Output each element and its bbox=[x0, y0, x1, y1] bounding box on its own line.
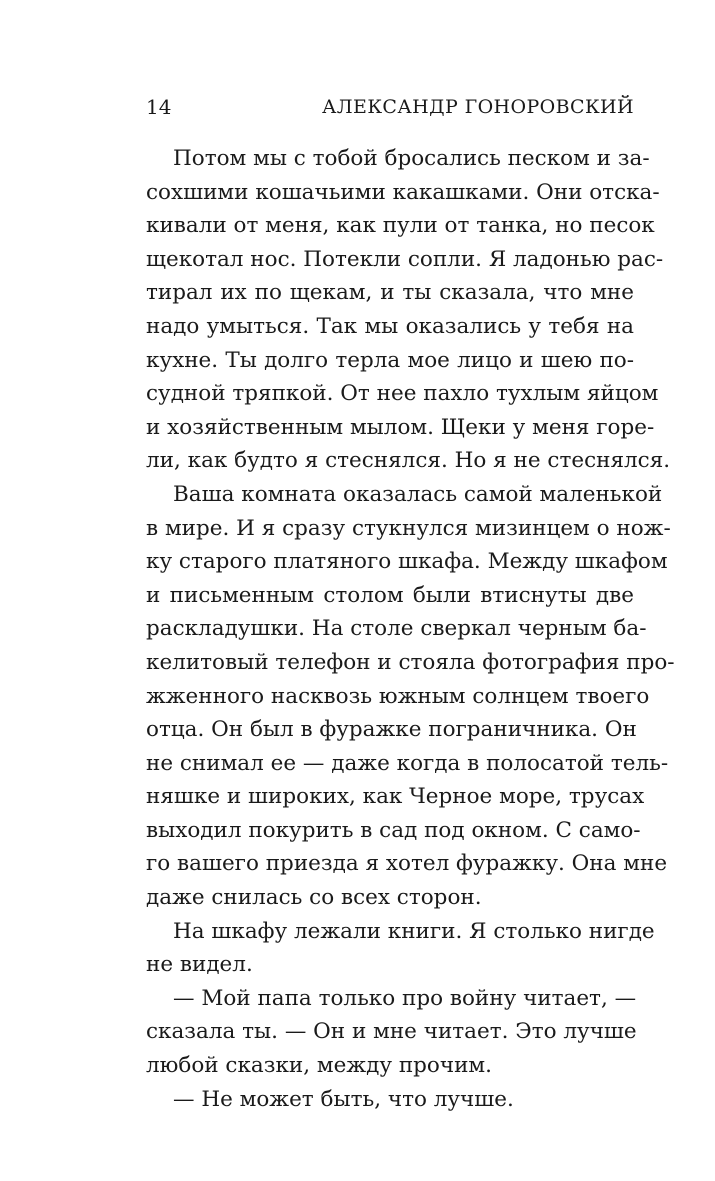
text-line: надо умыться. Так мы оказались у тебя на bbox=[146, 313, 634, 339]
text-line: Ваша комната оказалась самой маленькой bbox=[173, 481, 663, 507]
text-line: сказала ты. — Он и мне читает. Это лучше bbox=[146, 1019, 637, 1045]
text-line: кивали от меня, как пули от танка, но песок bbox=[146, 213, 655, 239]
running-head-author: АЛЕКСАНДР ГОНОРОВСКИЙ bbox=[322, 96, 634, 118]
text-line: не видел. bbox=[146, 952, 253, 978]
paragraph bbox=[146, 478, 675, 915]
body-text bbox=[146, 142, 675, 1116]
text-line: раскладушки. На столе сверкал черным ба- bbox=[146, 616, 647, 642]
text-line: го вашего приезда я хотел фуражку. Она мне bbox=[146, 851, 668, 877]
text-line: жженного насквозь южным солнцем твоего bbox=[146, 683, 650, 709]
text-line: щекотал нос. Потекли сопли. Я ладонью рас- bbox=[146, 246, 664, 272]
text-line: ку старого платяного шкафа. Между шкафом bbox=[146, 549, 668, 575]
paragraph bbox=[146, 1083, 634, 1117]
page-header bbox=[146, 92, 634, 122]
text-line: не снимал ее — даже когда в полосатой тель- bbox=[146, 750, 669, 776]
text-line: — Мой папа только про войну читает, — bbox=[173, 985, 637, 1011]
text-line: выходил покурить в сад под окном. С само- bbox=[146, 817, 641, 843]
text-line: отца. Он был в фуражке пограничника. Он bbox=[146, 717, 637, 743]
text-line: и письменным столом были втиснуты две bbox=[146, 582, 634, 608]
paragraph bbox=[146, 142, 671, 478]
text-line: На шкафу лежали книги. Я столько нигде bbox=[173, 918, 655, 944]
text-line: Потом мы с тобой бросались песком и за- bbox=[173, 146, 650, 171]
paragraph bbox=[146, 982, 637, 1083]
text-line: няшке и широких, как Черное море, трусах bbox=[146, 784, 645, 810]
text-line: келитовый телефон и стояла фотография про- bbox=[146, 649, 675, 675]
text-line: любой сказки, между прочим. bbox=[146, 1053, 492, 1079]
text-line: и хозяйственным мылом. Щеки у меня горе- bbox=[146, 414, 655, 440]
text-line: ли, как будто я стеснялся. Но я не стеснялся. bbox=[146, 448, 671, 474]
paragraph bbox=[146, 915, 655, 982]
text-line: сохшими кошачьими какашками. Они отска- bbox=[146, 179, 660, 205]
text-line: кухне. Ты долго терла мое лицо и шею по- bbox=[146, 347, 634, 373]
text-line: в мире. И я сразу стукнулся мизинцем о нож- bbox=[146, 515, 671, 541]
page-number: 14 bbox=[146, 95, 172, 119]
text-line: тирал их по щекам, и ты сказала, что мне bbox=[146, 280, 634, 306]
text-line: судной тряпкой. От нее пахло тухлым яйцом bbox=[146, 381, 659, 407]
text-line: даже снилась со всех сторон. bbox=[146, 885, 482, 911]
text-line: — Не может быть, что лучше. bbox=[173, 1086, 514, 1112]
